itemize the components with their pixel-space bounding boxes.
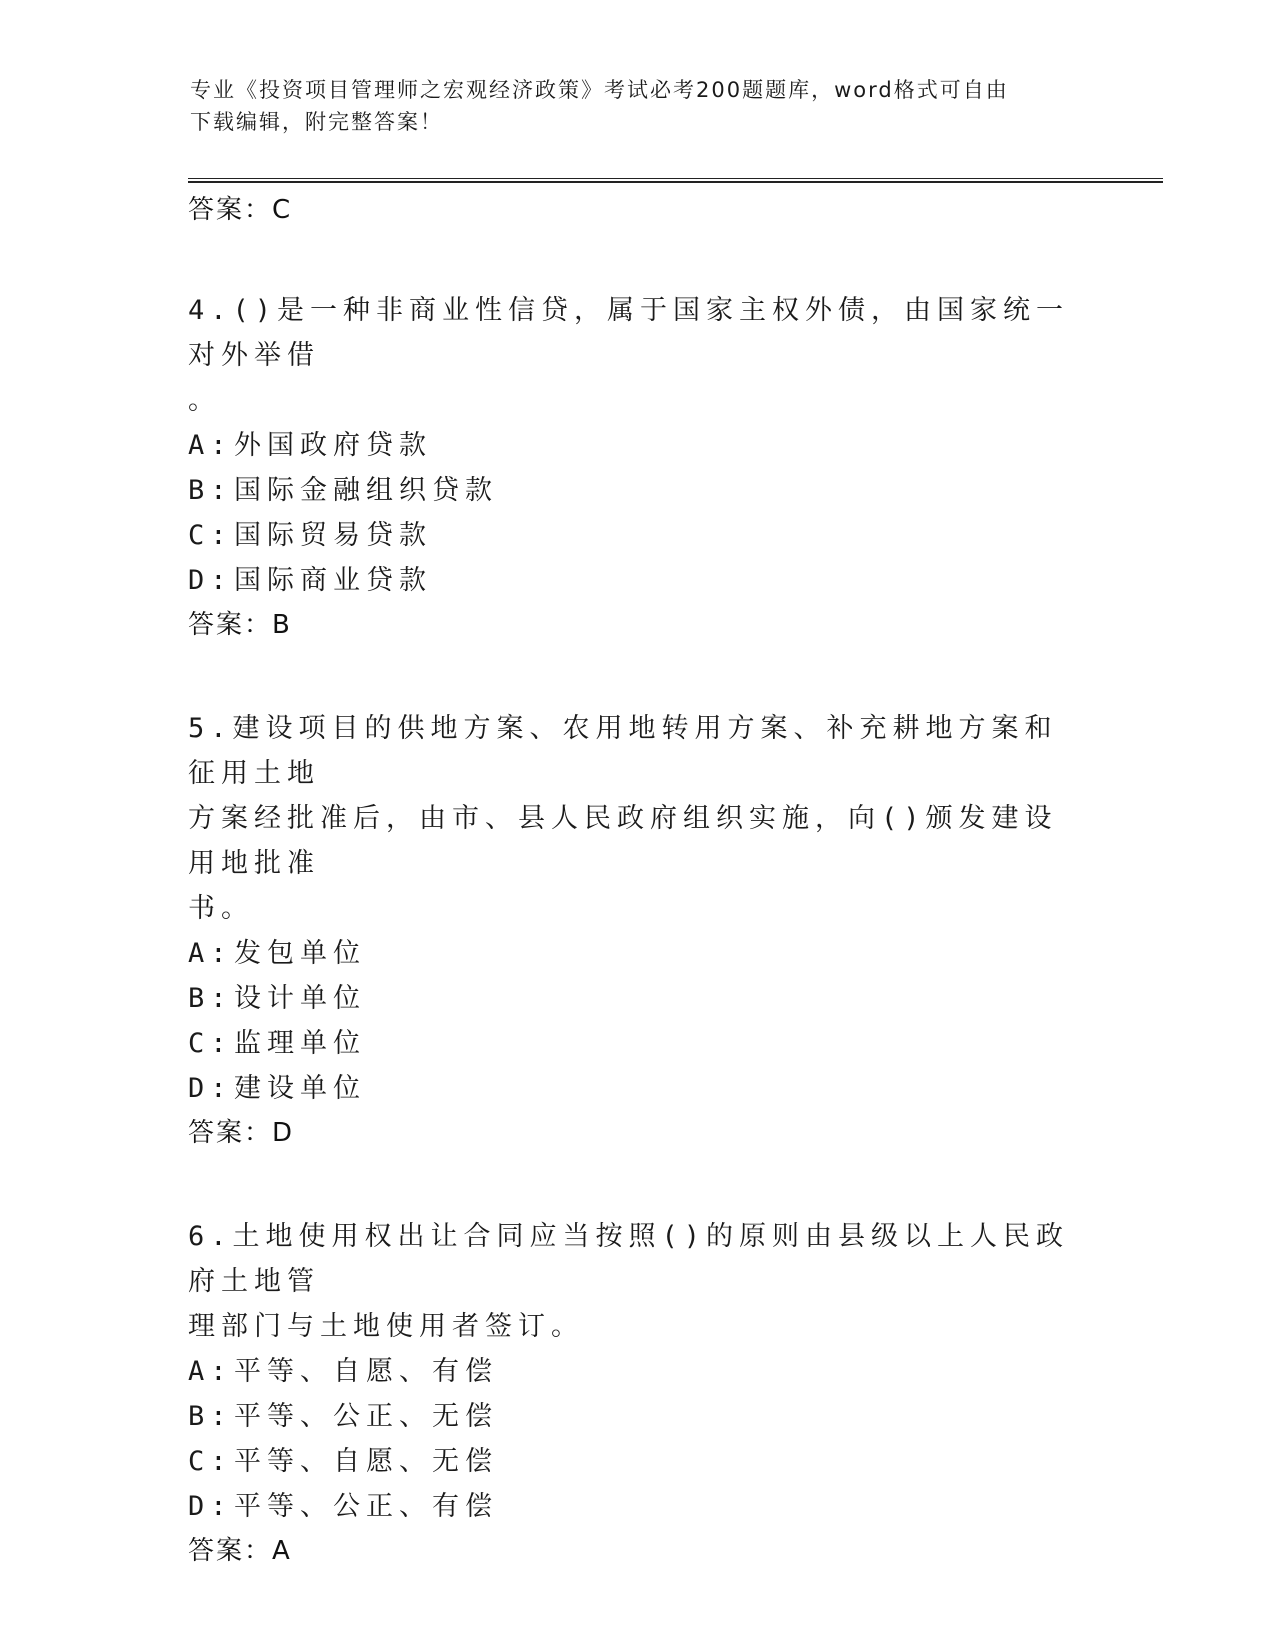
question-4 [188,288,1088,648]
option-text: 平等、自愿、有偿 [234,1356,498,1387]
option-c [188,1439,1088,1484]
question-stem-line: 6.土地使用权出让合同应当按照()的原则由县级以上人民政府土地管 [188,1221,1070,1297]
header-divider [188,178,1163,183]
option-text: 设计单位 [234,983,366,1014]
option-key: C: [188,1446,233,1477]
question-answer: 答案：A [188,1536,292,1566]
option-a [188,1349,1088,1394]
option-key: C: [188,520,233,551]
option-text: 平等、公正、无偿 [234,1401,498,1432]
option-text: 外国政府贷款 [234,430,432,461]
option-b [188,1394,1088,1439]
option-key: B: [188,475,233,506]
question-stem-line: 书。 [188,893,254,924]
option-key: C: [188,1028,233,1059]
header-line-2: 下载编辑，附完整答案！ [190,110,443,134]
option-key: B: [188,983,233,1014]
option-text: 国际金融组织贷款 [234,475,498,506]
option-key: D: [188,565,233,596]
option-text: 国际贸易贷款 [234,520,432,551]
option-key: D: [188,1073,233,1104]
option-c [188,1021,1088,1066]
option-a [188,931,1088,976]
option-text: 监理单位 [234,1028,366,1059]
option-d [188,558,1088,603]
option-text: 平等、自愿、无偿 [234,1446,498,1477]
option-text: 发包单位 [234,938,366,969]
option-a [188,423,1088,468]
option-d [188,1066,1088,1111]
question-stem-line: 5.建设项目的供地方案、农用地转用方案、补充耕地方案和征用土地 [188,713,1058,789]
option-text: 国际商业贷款 [234,565,432,596]
option-c [188,513,1088,558]
question-list [188,190,1088,1574]
question-answer: 答案：B [188,610,292,640]
option-key: A: [188,938,233,969]
question-stem-line: 方案经批准后，由市、县人民政府组织实施，向()颁发建设用地批准 [188,803,1058,879]
question-6 [188,1214,1088,1574]
question-answer: 答案：D [188,1118,295,1148]
header-line-1: 专业《投资项目管理师之宏观经济政策》考试必考200题题库，word格式可自由 [190,78,1009,102]
option-key: A: [188,1356,233,1387]
question-5 [188,706,1088,1156]
option-text: 建设单位 [234,1073,366,1104]
question-stem-line: 理部门与土地使用者签订。 [188,1311,584,1342]
option-d [188,1484,1088,1529]
option-b [188,976,1088,1021]
option-text: 平等、公正、有偿 [234,1491,498,1522]
question-stem-line: 。 [188,385,221,416]
page-header [190,74,1090,138]
option-key: B: [188,1401,233,1432]
option-key: D: [188,1491,233,1522]
option-b [188,468,1088,513]
previous-answer: 答案：C [188,195,293,225]
question-stem-line: 4.()是一种非商业性信贷，属于国家主权外债，由国家统一对外举借 [188,295,1070,371]
option-key: A: [188,430,233,461]
